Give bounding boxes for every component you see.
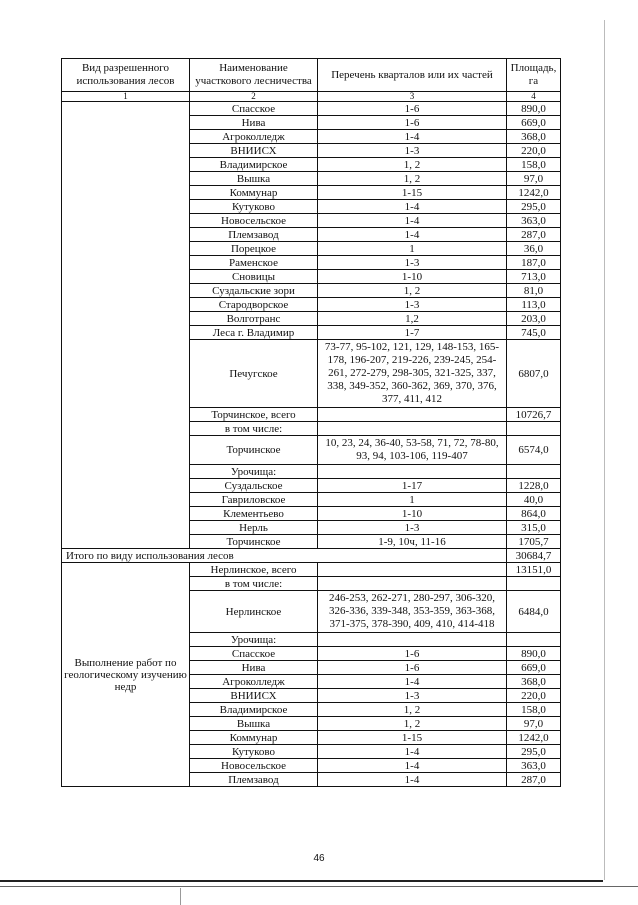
area-value: 13151,0 — [507, 563, 561, 577]
group-total-label: Итого по виду использования лесов — [62, 549, 507, 563]
quarters-list: 1-15 — [318, 731, 507, 745]
forestry-name: Стародворское — [190, 298, 318, 312]
area-value — [507, 465, 561, 479]
bottom-rule-secondary — [0, 886, 638, 887]
area-value: 203,0 — [507, 312, 561, 326]
header-use-type: Вид разрешенного использования лесов — [62, 59, 190, 92]
header-area: Площадь, га — [507, 59, 561, 92]
forestry-name: Новосельское — [190, 759, 318, 773]
forestry-name: Спасское — [190, 102, 318, 116]
area-value — [507, 422, 561, 436]
area-value: 113,0 — [507, 298, 561, 312]
forestry-name: Агроколледж — [190, 675, 318, 689]
quarters-list — [318, 633, 507, 647]
bottom-rule — [0, 880, 603, 882]
column-index-row — [62, 92, 561, 102]
quarters-list: 1, 2 — [318, 703, 507, 717]
quarters-list: 1-3 — [318, 144, 507, 158]
quarters-list — [318, 465, 507, 479]
area-value: 669,0 — [507, 661, 561, 675]
area-value — [507, 633, 561, 647]
table-row — [62, 102, 561, 116]
quarters-list: 1-4 — [318, 675, 507, 689]
forestry-name: Печугское — [190, 340, 318, 408]
forestry-name: Кутуково — [190, 200, 318, 214]
forestry-name: Кутуково — [190, 745, 318, 759]
area-value: 287,0 — [507, 228, 561, 242]
area-value: 220,0 — [507, 144, 561, 158]
header-row — [62, 59, 561, 92]
area-value: 315,0 — [507, 521, 561, 535]
forestry-name: Торчинское — [190, 535, 318, 549]
including-label: в том числе: — [190, 422, 318, 436]
quarters-list: 1-3 — [318, 298, 507, 312]
area-value: 295,0 — [507, 745, 561, 759]
forest-use-table — [61, 58, 561, 787]
use-type-cell-empty — [62, 102, 190, 549]
column-index: 1 — [62, 92, 190, 102]
forestry-name: Нерлинское — [190, 591, 318, 633]
quarters-list: 1-4 — [318, 214, 507, 228]
forestry-name: Владимирское — [190, 158, 318, 172]
forestry-name: Торчинское, всего — [190, 408, 318, 422]
forestry-name: Агроколледж — [190, 130, 318, 144]
group-total-area: 30684,7 — [507, 549, 561, 563]
forestry-name: ВНИИСХ — [190, 689, 318, 703]
area-value: 6574,0 — [507, 436, 561, 465]
area-value: 187,0 — [507, 256, 561, 270]
forestry-name: Суздальские зори — [190, 284, 318, 298]
area-value: 10726,7 — [507, 408, 561, 422]
quarters-list: 1-6 — [318, 661, 507, 675]
area-value: 368,0 — [507, 130, 561, 144]
forestry-name: Нерль — [190, 521, 318, 535]
forestry-name: Волготранс — [190, 312, 318, 326]
area-value: 36,0 — [507, 242, 561, 256]
area-value: 1242,0 — [507, 731, 561, 745]
quarters-list: 1-9, 10ч, 11-16 — [318, 535, 507, 549]
use-type-geology: Выполнение работ по геологическому изучению недр — [62, 563, 190, 787]
forestry-name: Порецкое — [190, 242, 318, 256]
quarters-list: 1-4 — [318, 130, 507, 144]
forestry-name: Племзавод — [190, 228, 318, 242]
quarters-list: 1-10 — [318, 507, 507, 521]
quarters-list: 1, 2 — [318, 172, 507, 186]
quarters-list: 246-253, 262-271, 280-297, 306-320, 326-336, 339-348, 353-359, 363-368, 371-375, 378-390, 409, 410, 414-418 — [318, 591, 507, 633]
forestry-name: Вышка — [190, 172, 318, 186]
area-value: 368,0 — [507, 675, 561, 689]
quarters-list — [318, 422, 507, 436]
area-value: 81,0 — [507, 284, 561, 298]
area-value: 97,0 — [507, 172, 561, 186]
forestry-name: Нива — [190, 661, 318, 675]
forestry-name: Спасское — [190, 647, 318, 661]
urochishcha-label: Урочища: — [190, 465, 318, 479]
total-row — [62, 549, 561, 563]
scan-edge-mark — [180, 888, 181, 905]
quarters-list: 1, 2 — [318, 717, 507, 731]
page-number: 46 — [313, 853, 325, 864]
area-value: 1705,7 — [507, 535, 561, 549]
forestry-name: Раменское — [190, 256, 318, 270]
area-value: 1228,0 — [507, 479, 561, 493]
column-index: 4 — [507, 92, 561, 102]
area-value: 40,0 — [507, 493, 561, 507]
area-value: 158,0 — [507, 158, 561, 172]
quarters-list: 10, 23, 24, 36-40, 53-58, 71, 72, 78-80, 93, 94, 103-106, 119-407 — [318, 436, 507, 465]
forestry-name: ВНИИСХ — [190, 144, 318, 158]
header-quarters: Перечень кварталов или их частей — [318, 59, 507, 92]
quarters-list: 73-77, 95-102, 121, 129, 148-153, 165-178, 196-207, 219-226, 239-245, 254-261, 272-279, 298-305, 321-325, 337, 338, 349-352, 360-362, 369, 370, 376, 377, 411, 412 — [318, 340, 507, 408]
area-value: 287,0 — [507, 773, 561, 787]
area-value: 97,0 — [507, 717, 561, 731]
quarters-list: 1-3 — [318, 521, 507, 535]
quarters-list: 1 — [318, 242, 507, 256]
forestry-name: Торчинское — [190, 436, 318, 465]
area-value: 6484,0 — [507, 591, 561, 633]
area-value: 158,0 — [507, 703, 561, 717]
forestry-name: Коммунар — [190, 186, 318, 200]
area-value — [507, 577, 561, 591]
quarters-list: 1-7 — [318, 326, 507, 340]
area-value: 363,0 — [507, 759, 561, 773]
quarters-list: 1-10 — [318, 270, 507, 284]
forestry-name: Гавриловское — [190, 493, 318, 507]
quarters-list: 1-4 — [318, 773, 507, 787]
forestry-name: Нерлинское, всего — [190, 563, 318, 577]
area-value: 220,0 — [507, 689, 561, 703]
area-value: 1242,0 — [507, 186, 561, 200]
quarters-list — [318, 408, 507, 422]
forestry-name: Племзавод — [190, 773, 318, 787]
urochishcha-label: Урочища: — [190, 633, 318, 647]
forestry-name: Владимирское — [190, 703, 318, 717]
scan-edge-mark — [604, 20, 605, 880]
area-value: 669,0 — [507, 116, 561, 130]
quarters-list: 1-4 — [318, 228, 507, 242]
quarters-list: 1-4 — [318, 745, 507, 759]
quarters-list: 1-3 — [318, 689, 507, 703]
forestry-name: Леса г. Владимир — [190, 326, 318, 340]
area-value: 745,0 — [507, 326, 561, 340]
quarters-list: 1-4 — [318, 200, 507, 214]
quarters-list: 1-3 — [318, 256, 507, 270]
forestry-name: Вышка — [190, 717, 318, 731]
forestry-name: Новосельское — [190, 214, 318, 228]
header-forestry-name: Наименование участкового лесничества — [190, 59, 318, 92]
quarters-list: 1-6 — [318, 102, 507, 116]
quarters-list — [318, 577, 507, 591]
area-value: 864,0 — [507, 507, 561, 521]
area-value: 713,0 — [507, 270, 561, 284]
column-index: 3 — [318, 92, 507, 102]
forestry-name: Сновицы — [190, 270, 318, 284]
area-value: 6807,0 — [507, 340, 561, 408]
area-value: 890,0 — [507, 102, 561, 116]
quarters-list: 1, 2 — [318, 158, 507, 172]
quarters-list — [318, 563, 507, 577]
quarters-list: 1-15 — [318, 186, 507, 200]
quarters-list: 1,2 — [318, 312, 507, 326]
forestry-name: Суздальское — [190, 479, 318, 493]
forestry-name: Клементьево — [190, 507, 318, 521]
quarters-list: 1-6 — [318, 116, 507, 130]
forestry-name: Нива — [190, 116, 318, 130]
area-value: 363,0 — [507, 214, 561, 228]
area-value: 295,0 — [507, 200, 561, 214]
quarters-list: 1-6 — [318, 647, 507, 661]
including-label: в том числе: — [190, 577, 318, 591]
quarters-list: 1-4 — [318, 759, 507, 773]
area-value: 890,0 — [507, 647, 561, 661]
forestry-name: Коммунар — [190, 731, 318, 745]
quarters-list: 1, 2 — [318, 284, 507, 298]
column-index: 2 — [190, 92, 318, 102]
subtotal-row — [62, 563, 561, 577]
quarters-list: 1-17 — [318, 479, 507, 493]
quarters-list: 1 — [318, 493, 507, 507]
